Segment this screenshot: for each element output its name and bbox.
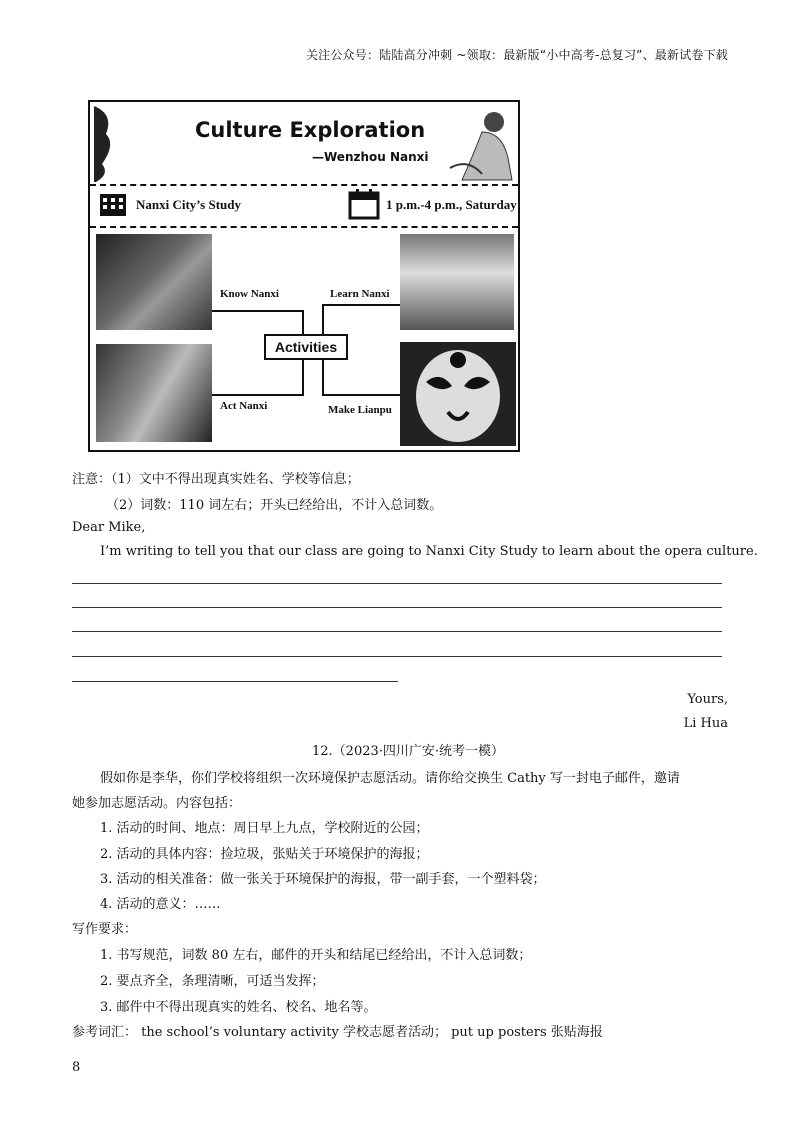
content-item: 3. 活动的相关准备：做一张关于环境保护的海报，带一副手套，一个塑料袋； [100,872,546,887]
writing-line [72,631,722,632]
divider [90,184,518,186]
writing-line [72,656,722,657]
building-icon [98,190,128,218]
question-12-intro: 假如你是李华，你们学校将组织一次环境保护志愿活动。请你给交换生 Cathy 写一封电子邮件，邀请 [100,771,680,786]
label-act-nanxi: Act Nanxi [220,400,268,412]
requirements-title: 写作要求： [72,922,138,937]
letter-greeting: Dear Mike, [72,520,146,535]
opera-figure-left-icon [92,104,122,184]
question-12-heading: 12.（2023·四川广安·统考一模） [312,744,505,759]
letter-signature: Li Hua [683,716,728,731]
label-learn-nanxi: Learn Nanxi [330,288,390,300]
writing-line [72,607,722,608]
poster-subtitle: —Wenzhou Nanxi [312,150,429,164]
vocabulary: 参考词汇： the school’s voluntary activity 学校志愿者活动； put up posters 张贴海报 [72,1025,603,1040]
calendar-icon [348,188,380,220]
photo-learn-nanxi [400,234,514,330]
poster-title: Culture Exploration [195,118,426,142]
letter-opening: I’m writing to tell you that our class are going to Nanxi City Study to learn about the opera culture. [100,544,758,559]
photo-act-nanxi [96,344,212,442]
writing-line [72,681,398,682]
event-place: Nanxi City’s Study [136,197,241,212]
requirement-item: 3. 邮件中不得出现真实的姓名、校名、地名等。 [100,1000,377,1015]
activities-box: Activities [264,334,348,360]
label-know-nanxi: Know Nanxi [220,288,279,300]
note-2: （2）词数：110 词左右；开头已经给出，不计入总词数。 [106,498,443,513]
page-number: 8 [72,1060,81,1075]
culture-exploration-poster [88,100,520,452]
opera-figure-right-icon [442,108,518,182]
photo-know-nanxi [96,234,212,330]
requirement-item: 2. 要点齐全，条理清晰，可适当发挥； [100,974,325,989]
header-note: 关注公众号：陆陆高分冲刺 ~领取：最新版“小中高考-总复习”、最新试卷下载 [305,48,728,62]
label-make-lianpu: Make Lianpu [328,404,392,416]
writing-line [72,583,722,584]
event-time: 1 p.m.-4 p.m., Saturday [386,197,517,212]
requirement-item: 1. 书写规范，词数 80 左右，邮件的开头和结尾已经给出，不计入总词数； [100,948,532,963]
question-12-intro-cont: 她参加志愿活动。内容包括： [72,796,242,811]
photo-make-lianpu [400,342,516,446]
letter-closing: Yours, [687,692,728,707]
content-item: 2. 活动的具体内容：捡垃圾，张贴关于环境保护的海报； [100,847,429,862]
content-item: 1. 活动的时间、地点：周日早上九点，学校附近的公园； [100,821,429,836]
divider [90,226,518,228]
content-item: 4. 活动的意义：…… [100,897,221,912]
note-1: 注意：（1）文中不得出现真实姓名、学校等信息； [72,472,360,487]
